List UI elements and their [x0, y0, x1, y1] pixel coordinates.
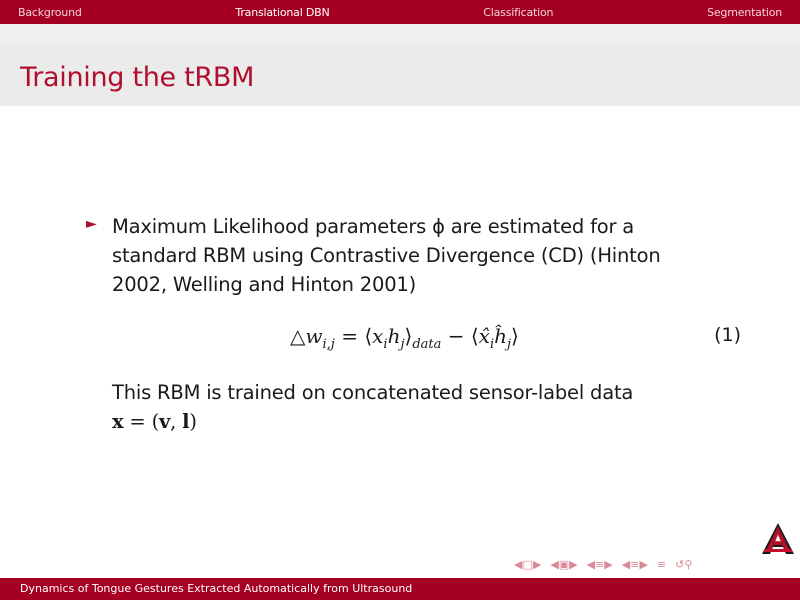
footer-bar: [0, 578, 800, 600]
equation-number: (1): [714, 324, 741, 346]
next-section-icon[interactable]: ◀≡▶: [621, 558, 648, 571]
equation-formula: $\triangle w_{i,j}$ = $⟨x_ih_j⟩_{data}$ − $⟨x̂_iĥ_j⟩$: [290, 324, 519, 352]
nav-section-classification[interactable]: Classification: [483, 5, 554, 19]
equation-block: [86, 324, 741, 356]
nav-section-segmentation[interactable]: Segmentation: [707, 5, 782, 19]
first-icon[interactable]: ◀□▶: [514, 558, 542, 571]
bullet-item: [86, 212, 746, 299]
prev-section-icon[interactable]: ◀≡▶: [586, 558, 613, 571]
nav-section-translational-dbn[interactable]: Translational DBN: [235, 5, 330, 19]
nav-section-background[interactable]: Background: [18, 5, 82, 19]
section-navigation: [0, 0, 800, 24]
follow-paragraph: [112, 378, 732, 436]
prev-frame-icon[interactable]: ◀▣▶: [550, 558, 578, 571]
slide-title: Training the tRBM: [20, 62, 255, 93]
bullet-triangle-icon: ►: [86, 216, 97, 232]
frame-title-bar: [0, 44, 800, 106]
align-icon[interactable]: ≡: [656, 558, 667, 571]
beamer-nav-controls: [514, 558, 692, 571]
bullet-text: Maximum Likelihood parameters ϕ are estimated for a standard RBM using Contrastive Divergence (CD) (Hinton 2002, Welling and Hinton 2001): [112, 215, 661, 296]
follow-math: x = (v, l): [112, 410, 197, 433]
search-icon[interactable]: ↺⚲: [675, 558, 693, 571]
university-a-logo-icon: [760, 521, 796, 557]
slide-content: [86, 212, 746, 433]
subsection-bar: [0, 24, 800, 44]
footer-text: Dynamics of Tongue Gestures Extracted Automatically from Ultrasound: [20, 582, 413, 595]
follow-text: This RBM is trained on concatenated sensor-label data: [112, 381, 634, 404]
